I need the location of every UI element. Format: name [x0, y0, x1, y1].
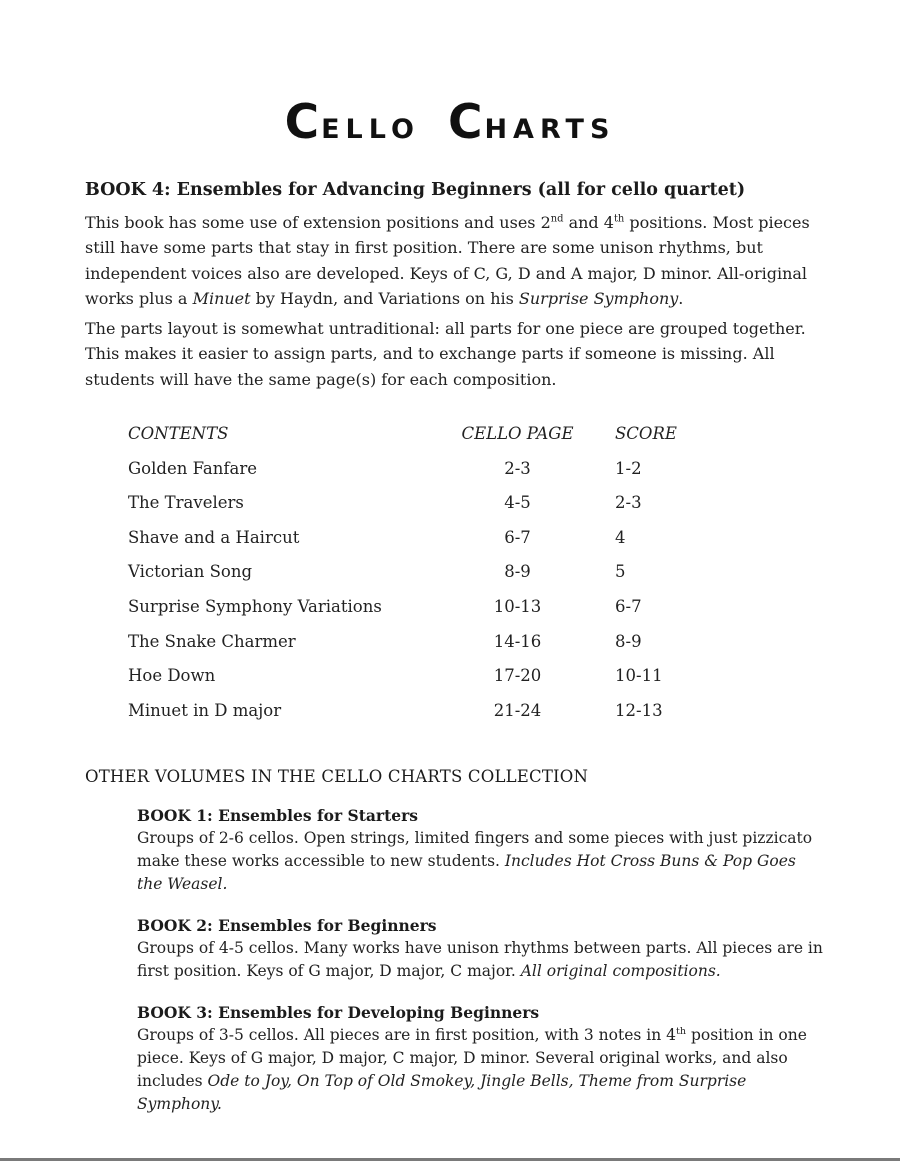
piece-title: The Travelers	[128, 493, 244, 513]
piece-title: The Snake Charmer	[128, 631, 296, 651]
table-header-cello-page: CELLO PAGE	[461, 424, 574, 443]
cello-page: 4-5	[504, 493, 531, 513]
book-heading: BOOK 2: Ensembles for Beginners	[137, 916, 437, 935]
piece-title: Victorian Song	[128, 562, 253, 582]
text-run: The parts layout is somewhat untraditional: all parts for one piece are grouped together. This makes it easier to assign parts, and to exchange parts if someone is missing. All students will have the same page(s) for each composition.	[85, 319, 806, 389]
cello-page: 8-9	[504, 562, 531, 582]
table-row	[128, 701, 728, 736]
cello-page: 2-3	[504, 458, 531, 478]
table-header-contents: CONTENTS	[128, 424, 229, 443]
book4-heading: BOOK 4: Ensembles for Advancing Beginners (all for cello quartet)	[85, 180, 746, 200]
table-row	[128, 666, 728, 701]
cello-page: 21-24	[493, 700, 542, 720]
title-rest: HARTS	[484, 114, 616, 145]
piece-title: Golden Fanfare	[128, 458, 257, 478]
score-page: 5	[615, 562, 626, 582]
table-header-row	[128, 424, 728, 459]
text-run: This book has some use of extension positions and uses 2	[85, 213, 551, 232]
text-run: Groups of 4-5 cellos. Many works have unison rhythms between parts. All pieces are in first position. Keys of G major, D major, C major.	[137, 939, 823, 980]
cello-page: 17-20	[493, 666, 542, 686]
text-run: positions. Most pieces still have some parts that stay in first position. There are some unison rhythms, but independent voices also are developed. Keys of C, G, D and A major, D minor. All-original works plus a	[85, 213, 810, 308]
book4-paragraph-2	[85, 316, 830, 392]
book4-paragraph-1	[85, 210, 830, 311]
text-run: th	[613, 213, 625, 225]
text-run: .	[678, 288, 684, 308]
text-run: Groups of 3-5 cellos. All pieces are in first position, with 3 notes in 4	[137, 1026, 676, 1044]
title-word	[284, 95, 420, 150]
cello-page: 14-16	[493, 631, 542, 651]
page-title	[0, 95, 900, 150]
title-initial: C	[447, 95, 485, 150]
text-run: Surprise Symphony	[518, 288, 679, 308]
book-heading: BOOK 3: Ensembles for Developing Beginners	[137, 1003, 540, 1022]
cello-page: 10-13	[493, 596, 542, 616]
score-page: 12-13	[615, 700, 663, 720]
text-run: position in one piece. Keys of G major, D major, C major, D minor. Several original works, and also includes	[137, 1026, 807, 1090]
text-run: nd	[550, 213, 564, 225]
contents-rows	[128, 459, 728, 736]
piece-title: Hoe Down	[128, 666, 216, 686]
title-word	[447, 95, 616, 150]
table-header-score: SCORE	[615, 424, 677, 443]
bottom-divider	[0, 1158, 900, 1161]
table-row	[128, 459, 728, 494]
table-row	[128, 562, 728, 597]
piece-title: Surprise Symphony Variations	[128, 596, 382, 616]
cello-page: 6-7	[504, 527, 531, 547]
title-initial: C	[284, 95, 322, 150]
book-block	[137, 914, 825, 983]
other-volumes-list	[137, 804, 825, 1134]
contents-table	[128, 424, 728, 735]
piece-title: Minuet in D major	[128, 700, 282, 720]
other-volumes-heading: OTHER VOLUMES IN THE CELLO CHARTS COLLECTION	[85, 767, 589, 786]
text-run: Ode to Joy, On Top of Old Smokey, Jingle Bells, Theme from Surprise Symphony.	[137, 1072, 747, 1113]
score-page: 10-11	[615, 666, 663, 686]
book-block	[137, 804, 825, 896]
text-run: by Haydn, and Variations on his	[250, 288, 519, 308]
title-rest: ELLO	[321, 114, 420, 145]
text-run: and 4	[563, 213, 614, 232]
piece-title: Shave and a Haircut	[128, 527, 300, 547]
score-page: 2-3	[615, 493, 642, 513]
table-row	[128, 528, 728, 563]
text-run: Minuet	[192, 288, 251, 308]
score-page: 8-9	[615, 631, 642, 651]
book-block	[137, 1001, 825, 1116]
text-run: All original compositions.	[520, 962, 721, 980]
book-heading: BOOK 1: Ensembles for Starters	[137, 806, 418, 825]
book-description	[137, 937, 825, 983]
book-description	[137, 827, 825, 896]
table-row	[128, 597, 728, 632]
table-row	[128, 632, 728, 667]
text-run: Groups of 2-6 cellos. Open strings, limited fingers and some pieces with just pizzicato make these works accessible to new students.	[137, 829, 813, 870]
score-page: 6-7	[615, 596, 642, 616]
book-description	[137, 1024, 825, 1116]
score-page: 1-2	[615, 458, 642, 478]
text-run: Includes Hot Cross Buns & Pop Goes the Weasel.	[137, 852, 796, 893]
table-row	[128, 493, 728, 528]
text-run: th	[676, 1025, 687, 1037]
score-page: 4	[615, 527, 626, 547]
